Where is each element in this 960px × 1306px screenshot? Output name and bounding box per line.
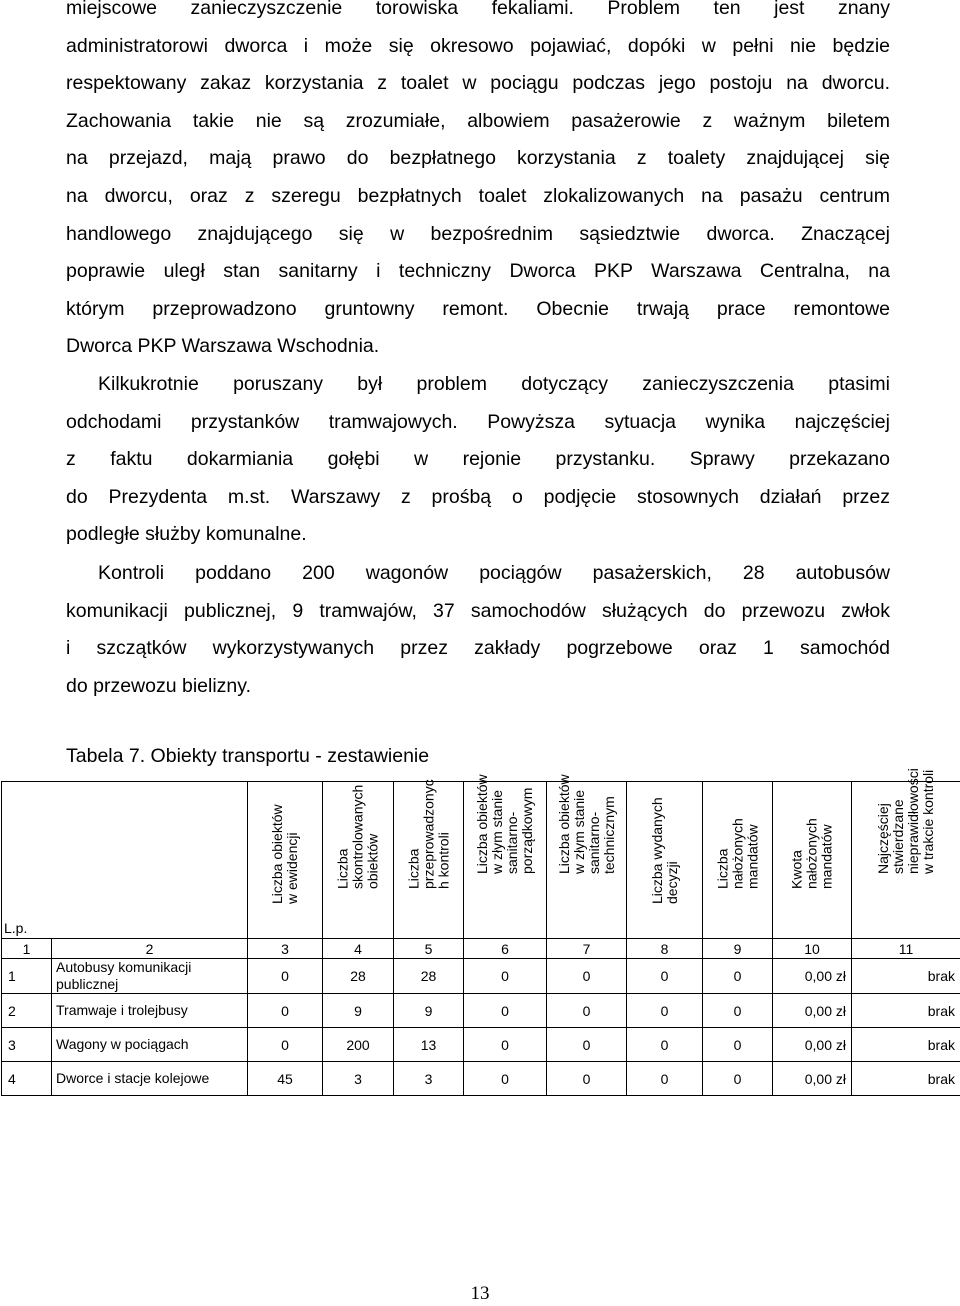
object-name-cell: Dworce i stacje kolejowe [52, 1062, 248, 1096]
object-name-cell: Wagony w pociągach [52, 1028, 248, 1062]
column-number-cell: 3 [248, 939, 323, 959]
value-cell: 9 [394, 994, 464, 1028]
column-number-cell: 4 [323, 939, 394, 959]
header-label: Liczba obiektów w złym stanie sanitarno- technicznym [555, 774, 617, 874]
value-cell: 13 [394, 1028, 464, 1062]
value-cell: 0 [547, 994, 627, 1028]
value-cell: 0 [464, 1062, 547, 1096]
column-number-cell: 2 [52, 939, 248, 959]
value-cell: 0 [627, 959, 703, 994]
column-number-cell: 5 [394, 939, 464, 959]
text-line: do Prezydenta m.st. Warszawy z prośbą o podjęcie stosownych działań przez [66, 485, 890, 508]
header-label: Kwota nałożonych mandatów [788, 818, 835, 889]
text-line: Kilkukrotnie poruszany był problem dotyczący zanieczyszczenia ptasimi [98, 373, 890, 395]
header-cell [248, 782, 323, 939]
page-number: 13 [470, 1283, 490, 1304]
text-line: Zachowania takie nie są zrozumiałe, albowiem pasażerowie z ważnym biletem [66, 109, 890, 132]
text-line: na przejazd, mają prawo do bezpłatnego korzystania z toalety znajdującej się [66, 147, 890, 170]
text-line: respektowany zakaz korzystania z toalet w pociągu podczas jego postoju na dworcu. [66, 72, 890, 95]
value-cell: 0 [248, 994, 323, 1028]
header-cell [627, 782, 703, 939]
paragraph-1 [66, 0, 890, 366]
value-cell: 0 [248, 959, 323, 994]
value-cell: 3 [394, 1062, 464, 1096]
value-cell: 0 [547, 1062, 627, 1096]
value-cell: 28 [323, 959, 394, 994]
column-number-cell: 10 [773, 939, 852, 959]
text-line: na dworcu, oraz z szeregu bezpłatnych toalet zlokalizowanych na pasażu centrum [66, 184, 890, 207]
table-row [2, 1028, 960, 1062]
lp-cell: 2 [2, 994, 52, 1028]
paragraph-2 [66, 366, 890, 554]
value-cell: brak [852, 959, 960, 994]
lp-header: L.p. [4, 920, 28, 936]
text-line: poprawie uległ stan sanitarny i techniczny Dworca PKP Warszawa Centralna, na [66, 260, 890, 283]
lp-cell: 3 [2, 1028, 52, 1062]
table-row [2, 1062, 960, 1096]
text-line: odchodami przystanków tramwajowych. Powyższa sytuacja wynika najczęściej [66, 410, 890, 433]
column-number-cell: 8 [627, 939, 703, 959]
header-label: Liczba przeprowadzonyc h kontroli [405, 779, 451, 889]
header-cell [852, 768, 960, 939]
value-cell: 0 [547, 1028, 627, 1062]
value-cell: 45 [248, 1062, 323, 1096]
object-name-cell: Autobusy komunikacji publicznej [52, 959, 248, 994]
text-line: handlowego znajdującego się w bezpośrednim sąsiedztwie dworca. Znaczącej [66, 222, 890, 245]
value-cell: brak [852, 1028, 960, 1062]
value-cell: 0 [703, 959, 773, 994]
text-line: administratorowi dworca i może się okresowo pojawiać, dopóki w pełni nie będzie [66, 34, 890, 57]
value-cell: 28 [394, 959, 464, 994]
column-number-cell: 7 [547, 939, 627, 959]
header-cell [703, 782, 773, 939]
lp-header-cell [2, 782, 248, 939]
value-cell: 0 [627, 1028, 703, 1062]
lp-cell: 1 [2, 959, 52, 994]
table-row [2, 994, 960, 1028]
value-cell: 3 [323, 1062, 394, 1096]
text-line: do przewozu bielizny. [66, 674, 251, 697]
value-cell: 0,00 zł [773, 1028, 852, 1062]
header-label: Liczba obiektów w złym stanie sanitarno- porządkowym [474, 774, 535, 874]
text-line: z faktu dokarmiania gołębi w rejonie przystanku. Sprawy przekazano [66, 448, 890, 471]
text-line: podległe służby komunalne. [66, 523, 307, 546]
header-cell [323, 782, 394, 939]
value-cell: brak [852, 994, 960, 1028]
value-cell: 0,00 zł [773, 1062, 852, 1096]
value-cell: 0 [464, 994, 547, 1028]
value-cell: 9 [323, 994, 394, 1028]
text-line: i szczątków wykorzystywanych przez zakłady pogrzebowe oraz 1 samochód [66, 637, 890, 660]
column-number-cell: 1 [2, 939, 52, 959]
header-label: Liczba skontrolowanych obiektów [334, 784, 381, 889]
object-name-cell: Tramwaje i trolejbusy [52, 994, 248, 1028]
header-label: Najczęściej stwierdzane nieprawidłowości w trakcie kontroli [875, 768, 936, 874]
value-cell: 0 [703, 994, 773, 1028]
paragraph-3 [66, 555, 890, 705]
value-cell: 0 [248, 1028, 323, 1062]
table-header-row [2, 782, 960, 939]
value-cell: 0 [703, 1028, 773, 1062]
value-cell: 0 [547, 959, 627, 994]
column-number-cell: 9 [703, 939, 773, 959]
text-line: miejscowe zanieczyszczenie torowiska fekaliami. Problem ten jest znany [66, 0, 890, 19]
header-label: Liczba wydanych decyzji [648, 797, 680, 904]
value-cell: 0 [627, 1062, 703, 1096]
value-cell: 0,00 zł [773, 959, 852, 994]
value-cell: 0 [464, 1028, 547, 1062]
lp-cell: 4 [2, 1062, 52, 1096]
header-label: Liczba nałożonych mandatów [714, 818, 760, 889]
header-label: Liczba obiektów w ewidencji [269, 804, 300, 904]
value-cell: 0,00 zł [773, 994, 852, 1028]
text-line: Dworca PKP Warszawa Wschodnia. [66, 335, 380, 358]
text-line: Kontroli poddano 200 wagonów pociągów pasażerskich, 28 autobusów [98, 562, 890, 584]
table-caption: Tabela 7. Obiekty transportu - zestawienie [66, 745, 430, 767]
header-cell [547, 774, 627, 939]
column-number-cell: 6 [464, 939, 547, 959]
value-cell: 0 [464, 959, 547, 994]
value-cell: brak [852, 1062, 960, 1096]
text-line: którym przeprowadzono gruntowny remont. Obecnie trwają prace remontowe [66, 297, 890, 320]
value-cell: 200 [323, 1028, 394, 1062]
header-cell [394, 779, 464, 939]
text-line: komunikacji publicznej, 9 tramwajów, 37 samochodów służących do przewozu zwłok [66, 599, 890, 622]
column-number-row [2, 939, 960, 959]
value-cell: 0 [627, 994, 703, 1028]
transport-objects-table [1, 768, 960, 1096]
header-cell [464, 774, 547, 939]
header-cell [773, 782, 852, 939]
table-row [2, 959, 960, 994]
value-cell: 0 [703, 1062, 773, 1096]
column-number-cell: 11 [852, 939, 960, 959]
